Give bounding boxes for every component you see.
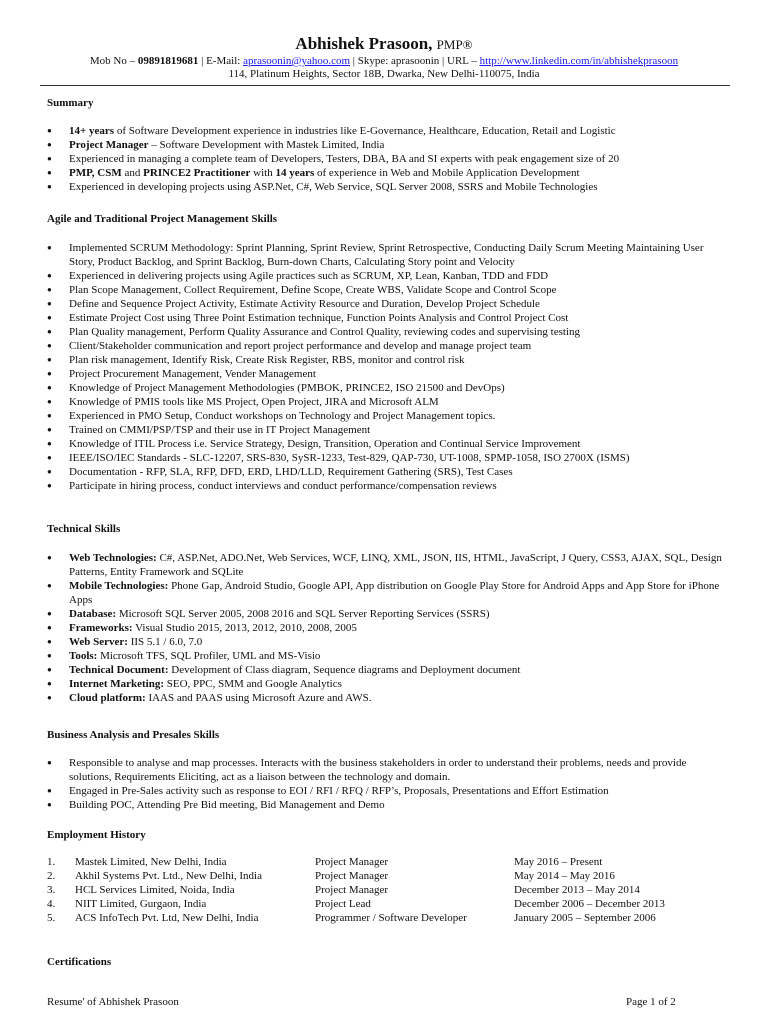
- bullet-icon: ●: [47, 168, 52, 177]
- employment-row: [47, 855, 727, 869]
- agile-skill-item: [47, 479, 727, 493]
- bullet-icon: ●: [47, 140, 52, 149]
- item-text: Development of Class diagram, Sequence diagrams and Deployment document: [168, 664, 521, 676]
- item-text: Building POC, Attending Pre Bid meeting, Bid Management and Demo: [69, 799, 385, 811]
- bullet-icon: ●: [47, 453, 52, 462]
- bullet-icon: ●: [47, 581, 52, 590]
- employment-role: Project Manager: [315, 884, 388, 896]
- item-text: Responsible to analyse and map processes. Interacts with the business stakeholders in order to understand their problems, needs and provide solutions, Requirements Eliciting, act as a liaison between the technology and domain.: [69, 757, 687, 783]
- bullet-icon: ●: [47, 411, 52, 420]
- summary-item: [47, 166, 727, 180]
- business-skill-item: [47, 798, 727, 812]
- bullet-icon: ●: [47, 271, 52, 280]
- employment-table: [47, 855, 727, 925]
- employment-period: May 2014 – May 2016: [514, 870, 615, 882]
- employment-row: [47, 883, 727, 897]
- item-text: IIS 5.1 / 6.0, 7.0: [127, 636, 203, 648]
- agile-skill-item: [47, 311, 727, 325]
- bullet-icon: ●: [47, 637, 52, 646]
- agile-skill-item: [47, 395, 727, 409]
- employment-period: December 2013 – May 2014: [514, 884, 640, 896]
- item-text: Client/Stakeholder communication and report project performance and develop and manage project team: [69, 340, 532, 352]
- agile-skill-item: [47, 381, 727, 395]
- header-divider: [40, 85, 730, 86]
- agile-skill-item: [47, 465, 727, 479]
- bullet-icon: ●: [47, 313, 52, 322]
- item-text: Experienced in managing a complete team of Developers, Testers, DBA, BA and SI experts with peak engagement size of 20: [69, 153, 620, 165]
- business-skill-item: [47, 784, 727, 798]
- employment-period: December 2006 – December 2013: [514, 898, 665, 910]
- item-text: Define and Sequence Project Activity, Estimate Activity Resource and Duration, Develop Project Schedule: [69, 298, 540, 310]
- bullet-icon: ●: [47, 126, 52, 135]
- agile-skill-item: [47, 269, 727, 283]
- employment-company: Mastek Limited, New Delhi, India: [75, 856, 227, 868]
- linkedin-link[interactable]: http://www.linkedin.com/in/abhishekprasoon: [479, 55, 679, 67]
- agile-skill-item: [47, 451, 727, 465]
- item-text: Trained on CMMI/PSP/TSP and their use in IT Project Management: [69, 424, 371, 436]
- bullet-icon: ●: [47, 397, 52, 406]
- candidate-name: [0, 34, 768, 54]
- technical-skill-item: [47, 551, 727, 579]
- bullet-icon: ●: [47, 609, 52, 618]
- bullet-icon: ●: [47, 327, 52, 336]
- technical-skill-item: [47, 691, 727, 705]
- technical-skill-item: [47, 663, 727, 677]
- summary-item: [47, 138, 727, 152]
- summary-item: [47, 152, 727, 166]
- agile-skill-item: [47, 325, 727, 339]
- bold-text: Mobile Technologies:: [69, 580, 169, 592]
- item-text: with: [250, 167, 276, 179]
- employment-period: January 2005 – September 2006: [514, 912, 656, 924]
- employment-row: [47, 897, 727, 911]
- technical-skill-item: [47, 635, 727, 649]
- bullet-icon: ●: [47, 679, 52, 688]
- item-text: Engaged in Pre-Sales activity such as response to EOI / RFI / RFQ / RFP’s, Proposals, Presentations and Effort Estimation: [69, 785, 609, 797]
- agile-skill-item: [47, 241, 727, 269]
- agile-skill-item: [47, 339, 727, 353]
- bullet-icon: ●: [47, 623, 52, 632]
- agile-skill-item: [47, 437, 727, 451]
- employment-num: 1.: [47, 856, 56, 868]
- item-text: Estimate Project Cost using Three Point Estimation technique, Function Points Analysis and Control Project Cost: [69, 312, 569, 324]
- bullet-icon: ●: [47, 154, 52, 163]
- bullet-icon: ●: [47, 758, 52, 767]
- bullet-icon: ●: [47, 665, 52, 674]
- bullet-icon: ●: [47, 369, 52, 378]
- item-text: Experienced in developing projects using ASP.Net, C#, Web Service, SQL Server 2008, SSRS and Mobile Technologies: [69, 181, 598, 193]
- employment-role: Project Manager: [315, 856, 388, 868]
- bold-text: Frameworks:: [69, 622, 133, 634]
- item-text: of experience in Web and Mobile Application Development: [314, 167, 580, 179]
- email-label: | E-Mail:: [198, 55, 244, 67]
- bold-text: 14 years: [275, 167, 315, 179]
- certifications-section: [47, 955, 727, 969]
- item-text: Microsoft SQL Server 2005, 2008 2016 and SQL Server Reporting Services (SSRS): [116, 608, 490, 620]
- summary-title: Summary: [47, 97, 94, 109]
- bullet-icon: ●: [47, 467, 52, 476]
- employment-period: May 2016 – Present: [514, 856, 603, 868]
- item-text: of Software Development experience in industries like E-Governance, Healthcare, Education, Retail and Logistic: [114, 125, 616, 137]
- employment-role: Programmer / Software Developer: [315, 912, 467, 924]
- agile-skill-item: [47, 283, 727, 297]
- employment-num: 2.: [47, 870, 56, 882]
- employment-num: 5.: [47, 912, 56, 924]
- agile-title: Agile and Traditional Project Management Skills: [47, 213, 278, 225]
- bold-text: PRINCE2 Practitioner: [143, 167, 251, 179]
- employment-section: [47, 828, 727, 842]
- item-text: IEEE/ISO/IEC Standards - SLC-12207, SRS-830, SySR-1233, Test-829, QAP-730, UT-1008, SPMP-1058, ISO 2700X (ISMS): [69, 452, 630, 464]
- item-text: Documentation - RFP, SLA, RFP, DFD, ERD, LHD/LLD, Requirement Gathering (SRS), Test Cases: [69, 466, 513, 478]
- summary-list: [47, 124, 727, 194]
- business-section: [47, 728, 727, 812]
- business-skill-item: [47, 756, 727, 784]
- employment-role: Project Lead: [315, 898, 371, 910]
- item-text: SEO, PPC, SMM and Google Analytics: [164, 678, 342, 690]
- employment-title: Employment History: [47, 829, 146, 841]
- item-text: Knowledge of Project Management Methodologies (PMBOK, PRINCE2, ISO 21500 and DevOps): [69, 382, 505, 394]
- technical-skill-item: [47, 677, 727, 691]
- bullet-icon: ●: [47, 651, 52, 660]
- bullet-icon: ●: [47, 693, 52, 702]
- bold-text: PMP, CSM: [69, 167, 122, 179]
- bullet-icon: ●: [47, 341, 52, 350]
- item-text: Visual Studio 2015, 2013, 2012, 2010, 2008, 2005: [132, 622, 357, 634]
- technical-skill-item: [47, 621, 727, 635]
- bullet-icon: ●: [47, 553, 52, 562]
- bullet-icon: ●: [47, 383, 52, 392]
- item-text: – Software Development with Mastek Limited, India: [148, 139, 385, 151]
- item-text: Project Procurement Management, Vender Management: [69, 368, 316, 380]
- bullet-icon: ●: [47, 355, 52, 364]
- address-line: 114, Platinum Heights, Sector 18B, Dwarka, New Delhi-110075, India: [228, 68, 540, 80]
- item-text: Plan Quality management, Perform Quality Assurance and Control Quality, reviewing codes and supervising testing: [69, 326, 580, 338]
- bullet-icon: ●: [47, 299, 52, 308]
- credential-text: PMP®: [436, 37, 473, 52]
- item-text: Knowledge of PMIS tools like MS Project, Open Project, JIRA and Microsoft ALM: [69, 396, 439, 408]
- page-number: Page 1 of 2: [626, 996, 676, 1008]
- item-text: Experienced in PMO Setup, Conduct workshops on Technology and Project Management topics.: [69, 410, 496, 422]
- certifications-title: Certifications: [47, 956, 112, 968]
- bold-text: Internet Marketing:: [69, 678, 165, 690]
- bold-text: Web Technologies:: [69, 552, 157, 564]
- item-text: Experienced in delivering projects using Agile practices such as SCRUM, XP, Lean, Kanban, TDD and FDD: [69, 270, 549, 282]
- employment-role: Project Manager: [315, 870, 388, 882]
- item-text: Phone Gap, Android Studio, Google API, App distribution on Google Play Store for Android Apps and App Store for iPhone Apps: [69, 580, 720, 606]
- item-text: Plan risk management, Identify Risk, Create Risk Register, RBS, monitor and control risk: [69, 354, 465, 366]
- bullet-icon: ●: [47, 285, 52, 294]
- business-list: [47, 756, 727, 812]
- name-text: Abhishek Prasoon,: [295, 34, 433, 53]
- mobile-number: 09891819681: [137, 55, 199, 67]
- technical-skill-item: [47, 579, 727, 607]
- skype-text: | Skype: aprasoonin | URL –: [350, 55, 480, 67]
- bold-text: Database:: [69, 608, 117, 620]
- bold-text: Cloud platform:: [69, 692, 146, 704]
- bullet-icon: ●: [47, 481, 52, 490]
- summary-section: [47, 96, 727, 194]
- bold-text: Web Server:: [69, 636, 128, 648]
- agile-list: [47, 241, 727, 493]
- item-text: Plan Scope Management, Collect Requirement, Define Scope, Create WBS, Validate Scope and Control Scope: [69, 284, 557, 296]
- item-text: and: [121, 167, 144, 179]
- technical-skill-item: [47, 649, 727, 663]
- agile-skill-item: [47, 367, 727, 381]
- summary-item: [47, 180, 727, 194]
- bold-text: Project Manager: [69, 139, 149, 151]
- bold-text: 14+ years: [69, 125, 115, 137]
- employment-num: 3.: [47, 884, 56, 896]
- bold-text: Technical Document:: [69, 664, 169, 676]
- mob-label: Mob No –: [89, 55, 138, 67]
- employment-company: NIIT Limited, Gurgaon, India: [75, 898, 207, 910]
- technical-section: [47, 522, 727, 705]
- item-text: Participate in hiring process, conduct interviews and conduct performance/compensation reviews: [69, 480, 497, 492]
- bold-text: Tools:: [69, 650, 98, 662]
- employment-num: 4.: [47, 898, 56, 910]
- agile-skill-item: [47, 297, 727, 311]
- agile-skill-item: [47, 423, 727, 437]
- employment-row: [47, 869, 727, 883]
- summary-item: [47, 124, 727, 138]
- technical-skill-item: [47, 607, 727, 621]
- employment-company: Akhil Systems Pvt. Ltd., New Delhi, India: [75, 870, 262, 882]
- employment-company: ACS InfoTech Pvt. Ltd, New Delhi, India: [75, 912, 259, 924]
- item-text: IAAS and PAAS using Microsoft Azure and AWS.: [145, 692, 372, 704]
- employment-row: [47, 911, 727, 925]
- footer-left: Resume' of Abhishek Prasoon: [47, 996, 179, 1008]
- agile-skill-item: [47, 353, 727, 367]
- business-title: Business Analysis and Presales Skills: [47, 729, 220, 741]
- agile-section: [47, 212, 727, 493]
- item-text: Microsoft TFS, SQL Profiler, UML and MS-Visio: [97, 650, 321, 662]
- bullet-icon: ●: [47, 439, 52, 448]
- bullet-icon: ●: [47, 786, 52, 795]
- bullet-icon: ●: [47, 182, 52, 191]
- technical-list: [47, 551, 727, 705]
- bullet-icon: ●: [47, 800, 52, 809]
- agile-skill-item: [47, 409, 727, 423]
- contact-line: [0, 55, 768, 67]
- bullet-icon: ●: [47, 425, 52, 434]
- technical-title: Technical Skills: [47, 523, 121, 535]
- item-text: Knowledge of ITIL Process i.e. Service Strategy, Design, Transition, Operation and Continual Service Improvement: [69, 438, 581, 450]
- email-link[interactable]: aprasoonin@yahoo.com: [243, 55, 351, 67]
- bullet-icon: ●: [47, 243, 52, 252]
- item-text: C#, ASP.Net, ADO.Net, Web Services, WCF, LINQ, XML, JSON, IIS, HTML, JavaScript, J Query, CSS3, AJAX, SQL, Design Patterns, Entity Framework and SQLite: [69, 552, 722, 578]
- employment-company: HCL Services Limited, Noida, India: [75, 884, 235, 896]
- item-text: Implemented SCRUM Methodology: Sprint Planning, Sprint Review, Sprint Retrospective, Conducting Daily Scrum Meeting Maintaining User Story, Product Backlog, and Sprint Backlog, Burn-down Charts, Calculating Story point and Velocity: [69, 242, 704, 268]
